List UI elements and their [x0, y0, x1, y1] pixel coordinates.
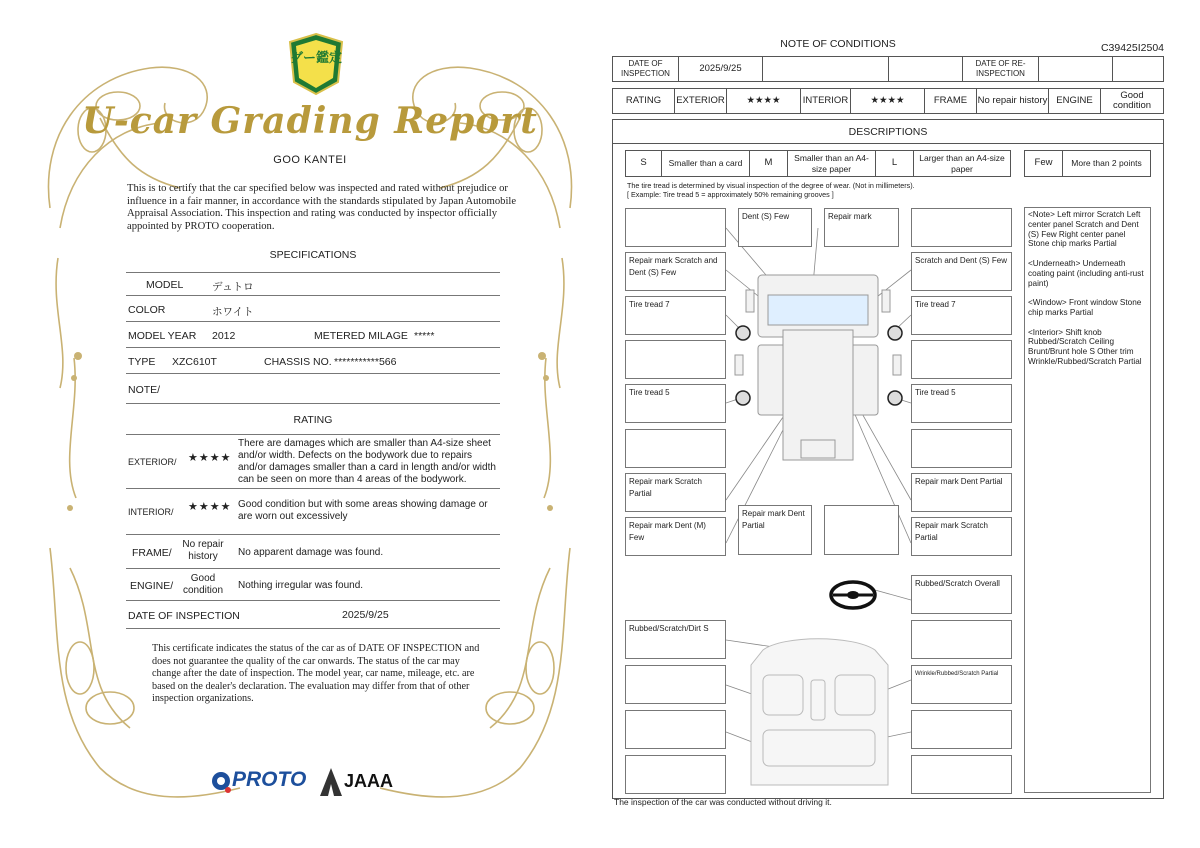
noc-exterior-label: EXTERIOR: [675, 89, 727, 113]
legend-m-desc: Smaller than an A4-size paper: [788, 151, 876, 176]
box-left-2: Tire tread 7: [625, 296, 726, 335]
noc-interior-label: INTERIOR: [801, 89, 851, 113]
noc-title: NOTE OF CONDITIONS: [780, 38, 896, 50]
spec-row-type: [126, 348, 500, 374]
legend-l: L: [876, 151, 914, 176]
box-bottom-mid-right: [824, 505, 899, 555]
proto-logo-icon: [210, 770, 232, 794]
rating-row-engine: [126, 569, 500, 601]
chassis-label: CHASSIS NO.: [264, 356, 332, 368]
rating-row-exterior: [126, 434, 500, 489]
legend-few-desc: More than 2 points: [1071, 158, 1142, 169]
spec-row-note: [126, 374, 500, 404]
note-label: NOTE/: [128, 384, 161, 396]
frame-label: FRAME/: [132, 547, 172, 559]
box-left-0: [625, 208, 726, 247]
box-right-7: Repair mark Scratch Partial: [911, 517, 1012, 556]
box-right-4: Tire tread 5: [911, 384, 1012, 423]
frame-description: No apparent damage was found.: [238, 547, 384, 558]
note-general: <Note> Left mirror Scratch Left center panel Scratch and Dent (S) Few Right center panel Stone chip marks Partial: [1028, 210, 1141, 249]
exterior-stars: ★★★★: [188, 452, 232, 464]
box-right-6: Repair mark Dent Partial: [911, 473, 1012, 512]
spec-row-model: [126, 272, 500, 296]
rating-row-interior: [126, 489, 500, 535]
spec-row-color: [126, 296, 500, 322]
rating-row-date: [126, 601, 500, 629]
box-steering: Rubbed/Scratch Overall: [911, 575, 1012, 614]
type-value: XZC610T: [172, 356, 217, 368]
box-right-0: [911, 208, 1012, 247]
rating-heading: RATING: [293, 414, 333, 426]
notes-panel: [1024, 207, 1151, 793]
legend-l-desc: Larger than an A4-size paper: [919, 153, 1005, 174]
note-underneath: <Underneath> Underneath coating paint (including anti-rust paint): [1028, 258, 1144, 288]
box-left-7: Repair mark Dent (M) Few: [625, 517, 726, 556]
proto-logo-text: PROTO: [232, 768, 307, 791]
milage-label: METERED MILAGE: [314, 330, 408, 342]
box-right-5: [911, 429, 1012, 468]
spec-row-model-year: [126, 322, 500, 348]
model-value: デュトロ: [212, 281, 254, 293]
noc-engine-label: ENGINE: [1049, 89, 1101, 113]
box-int-right-4: [911, 755, 1012, 794]
tire-note-line-2: [ Example: Tire tread 5 = approximately 50% remaining grooves ]: [627, 190, 834, 199]
note-window: <Window> Front window Stone chip marks Partial: [1028, 298, 1142, 317]
legend-few: Few: [1025, 151, 1063, 176]
interior-label: INTERIOR/: [128, 507, 174, 517]
certificate-intro: This is to certify that the car specified below was inspected and rated without prejudice or influence in a fair manner, in accordance with the standards stipulated by Japan Automobile Appraisal Association. This inspection and rating was conducted by inspector officially appointed by PROTO cooperation.: [127, 183, 517, 232]
box-left-3: [625, 340, 726, 379]
date-label: DATE OF INSPECTION: [128, 610, 240, 622]
chassis-value: ***********566: [334, 356, 397, 368]
descriptions-panel: [612, 119, 1164, 799]
steering-wheel-icon: [831, 582, 875, 608]
model-year-label: MODEL YEAR: [128, 330, 197, 342]
date-blank-2: [889, 57, 963, 81]
date-inspection-label: DATE OF INSPECTION: [613, 57, 679, 81]
noc-footer: The inspection of the car was conducted without driving it.: [614, 797, 832, 807]
box-left-1: Repair mark Scratch and Dent (S) Few: [625, 252, 726, 291]
noc-interior-stars: ★★★★: [851, 89, 925, 113]
engine-value: Good condition: [182, 573, 224, 596]
legend-s: S: [626, 151, 662, 176]
engine-label: ENGINE/: [130, 580, 174, 592]
date-blank-3: [1113, 57, 1163, 81]
rating-row-frame: [126, 535, 500, 569]
type-label: TYPE: [128, 356, 156, 368]
noc-frame-label: FRAME: [925, 89, 977, 113]
milage-value: *****: [414, 330, 435, 342]
date-value: 2025/9/25: [342, 609, 389, 621]
color-value: ホワイト: [212, 306, 254, 318]
certificate-title: U-car Grading Report: [82, 100, 538, 142]
noc-code: C39425I2504: [1100, 42, 1164, 54]
date-inspection-value: 2025/9/25: [679, 57, 763, 81]
jaaa-logo-icon: [320, 768, 342, 796]
goo-kantei-badge: [288, 32, 344, 96]
descriptions-heading: DESCRIPTIONS: [613, 120, 1163, 144]
interior-description: Good condition but with some areas showing damage or are worn out excessively: [238, 499, 488, 522]
note-interior: <Interior> Shift knob Rubbed/Scratch Ceiling Brunt/Brunt hole S Other trim Wrinkle/Rubbed/Scratch Partial: [1028, 327, 1142, 366]
box-bottom-mid-left: Repair mark Dent Partial: [738, 505, 812, 555]
noc-engine-value: Good condition: [1112, 89, 1152, 111]
noc-frame-value: No repair history: [977, 89, 1049, 113]
frame-value: No repair history: [182, 539, 224, 562]
box-left-4: Tire tread 5: [625, 384, 726, 423]
box-int-left-2: [625, 665, 726, 704]
legend-m: M: [750, 151, 788, 176]
certificate-subtitle: GOO KANTEI: [273, 154, 347, 166]
jaaa-logo-text: JAAA: [344, 771, 394, 791]
box-right-3: [911, 340, 1012, 379]
date-table: [612, 56, 1164, 82]
note-of-conditions: [612, 34, 1164, 814]
box-right-2: Tire tread 7: [911, 296, 1012, 335]
rating-label: RATING: [613, 89, 675, 113]
rating-table: [612, 88, 1164, 114]
few-legend: [1024, 150, 1151, 177]
box-dent-top-left: Dent (S) Few: [738, 208, 812, 247]
box-int-left-3: [625, 710, 726, 749]
engine-description: Nothing irregular was found.: [238, 580, 364, 591]
tire-note-line-1: The tire tread is determined by visual inspection of the degree of wear. (Not in millimeters).: [627, 181, 915, 190]
reinspection-value: [1039, 57, 1113, 81]
box-repair-top-right: Repair mark: [824, 208, 899, 247]
exterior-description: There are damages which are smaller than A4-size sheet and/or width. Defects on the bodywork due to repairs and/or damages smaller than a card in length and/or width can be seen on more than 4 areas of the bodywork.: [238, 438, 496, 485]
box-int-right-2: Wrinkle/Rubbed/Scratch Partial: [911, 665, 1012, 704]
noc-exterior-stars: ★★★★: [727, 89, 801, 113]
interior-stars: ★★★★: [188, 501, 232, 513]
exterior-label: EXTERIOR/: [128, 457, 177, 467]
box-left-5: [625, 429, 726, 468]
color-label: COLOR: [128, 304, 166, 316]
box-right-1: Scratch and Dent (S) Few: [911, 252, 1012, 291]
box-int-right-1: [911, 620, 1012, 659]
certificate-disclaimer: This certificate indicates the status of the car as of DATE OF INSPECTION and does not guarantee the quality of the car onwards. The status of the car may change after the date of inspection. The model year, car name, mileage, etc. are based on the dealer's declaration. The evaluation may differ from that of other inspection organizations.: [152, 643, 480, 704]
logos: [210, 768, 420, 798]
specifications-heading: SPECIFICATIONS: [269, 249, 357, 261]
box-int-left-1: Rubbed/Scratch/Dirt S: [625, 620, 726, 659]
badge-text: グー鑑定: [289, 51, 343, 66]
grading-certificate: [40, 28, 580, 818]
box-left-6: Repair mark Scratch Partial: [625, 473, 726, 512]
date-blank-1: [763, 57, 889, 81]
box-int-left-4: [625, 755, 726, 794]
model-label: MODEL: [146, 279, 184, 291]
legend-s-desc: Smaller than a card: [662, 151, 750, 176]
box-int-right-3: [911, 710, 1012, 749]
reinspection-label: DATE OF RE-INSPECTION: [963, 57, 1039, 81]
model-year-value: 2012: [212, 330, 236, 342]
